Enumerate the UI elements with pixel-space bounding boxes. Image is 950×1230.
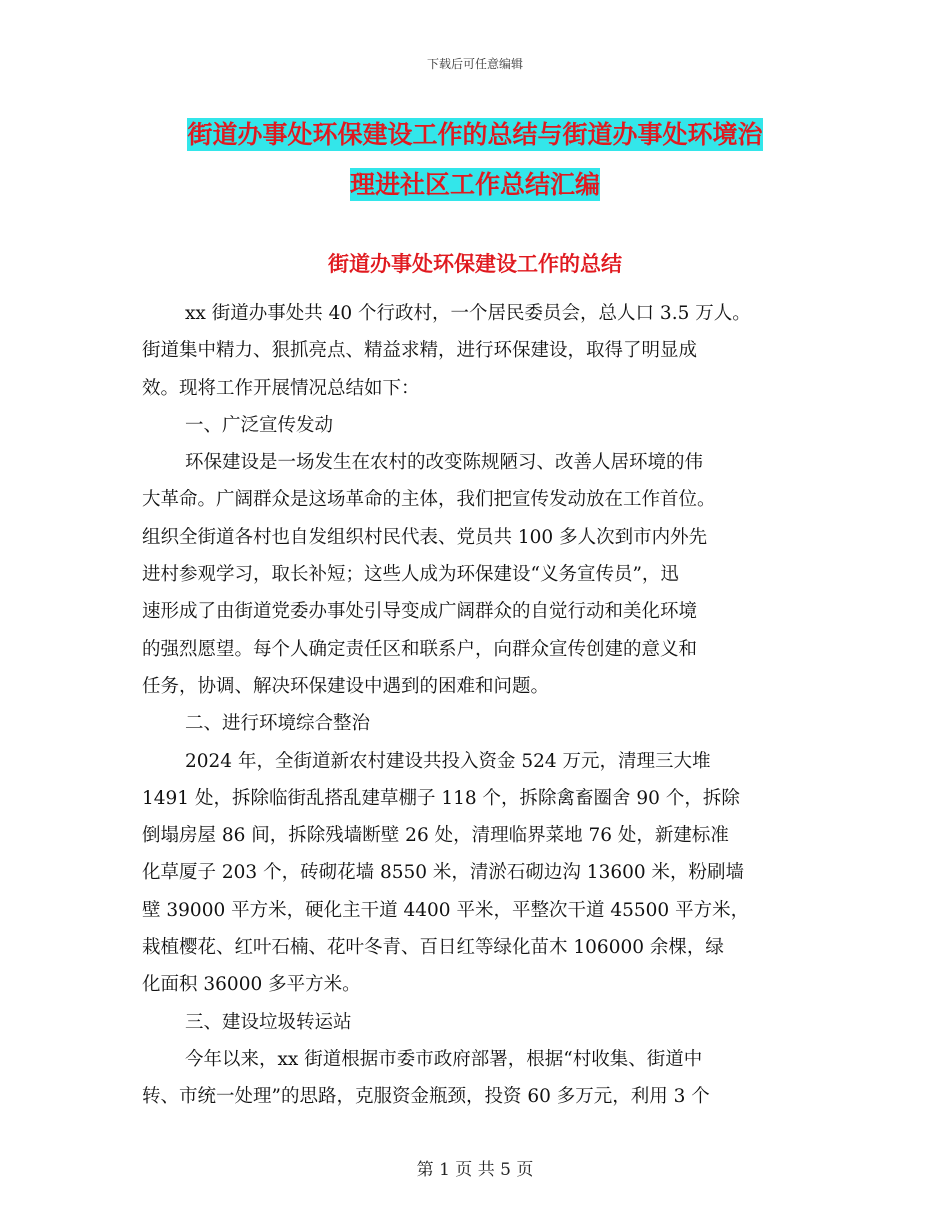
text-line: 的强烈愿望。每个人确定责任区和联系户，向群众宣传创建的意义和 bbox=[142, 638, 698, 660]
document-title-line-2: 理进社区工作总结汇编 bbox=[349, 170, 600, 199]
text-line: 壁 39000 平方米，硬化主干道 4400 平米，平整次干道 45500 平方米， bbox=[142, 899, 750, 921]
text-line: 速形成了由街道党委办事处引导变成广阔群众的自觉行动和美化环境 bbox=[142, 601, 698, 623]
subheading: 三、建设垃圾转运站 bbox=[185, 1011, 352, 1033]
text-line: 转、市统一处理”的思路，克服资金瓶颈，投资 60 多万元，利用 3 个 bbox=[142, 1086, 710, 1108]
text-line: 进村参观学习，取长补短；这些人成为环保建设“义务宣传员”，迅 bbox=[142, 564, 679, 586]
text-line: 化面积 36000 多平方米。 bbox=[142, 974, 361, 996]
text-line: 倒塌房屋 86 间，拆除残墙断壁 26 处，清理临界菜地 76 处，新建标准 bbox=[142, 825, 729, 847]
text-line: 今年以来，xx 街道根据市委市政府部署，根据“村收集、街道中 bbox=[185, 1048, 703, 1070]
text-line: 街道集中精力、狠抓亮点、精益求精，进行环保建设，取得了明显成 bbox=[142, 340, 698, 362]
section-title: 街道办事处环保建设工作的总结 bbox=[328, 252, 622, 276]
text-line: 2024 年，全街道新农村建设共投入资金 524 万元，清理三大堆 bbox=[185, 750, 711, 772]
text-line: 栽植樱花、红叶石楠、花叶冬青、百日红等绿化苗木 106000 余棵，绿 bbox=[142, 937, 724, 959]
text-line: 环保建设是一场发生在农村的改变陈规陋习、改善人居环境的伟 bbox=[185, 452, 704, 474]
text-line: 1491 处，拆除临街乱搭乱建草棚子 118 个，拆除禽畜圈舍 90 个，拆除 bbox=[142, 787, 740, 809]
body-text bbox=[142, 295, 822, 1116]
text-line: 效。现将工作开展情况总结如下： bbox=[142, 377, 420, 399]
subheading: 一、广泛宣传发动 bbox=[185, 414, 334, 436]
document-title bbox=[0, 110, 950, 210]
page-footer: 第 1 页 共 5 页 bbox=[416, 1160, 534, 1180]
subheading: 二、进行环境综合整治 bbox=[185, 713, 371, 735]
text-line: 组织全街道各村也自发组织村民代表、党员共 100 多人次到市内外先 bbox=[142, 526, 708, 548]
header-note: 下载后可任意编辑 bbox=[426, 57, 523, 71]
text-line: 任务，协调、解决环保建设中遇到的困难和问题。 bbox=[142, 675, 550, 697]
text-line: 大革命。广阔群众是这场革命的主体，我们把宣传发动放在工作首位。 bbox=[142, 489, 716, 511]
document-title-line-1: 街道办事处环保建设工作的总结与街道办事处环境治 bbox=[187, 120, 763, 149]
text-line: 化草厦子 203 个，砖砌花墙 8550 米，清淤石砌边沟 13600 米，粉刷墙 bbox=[142, 862, 745, 884]
text-line: xx 街道办事处共 40 个行政村，一个居民委员会，总人口 3.5 万人。 bbox=[185, 303, 751, 324]
